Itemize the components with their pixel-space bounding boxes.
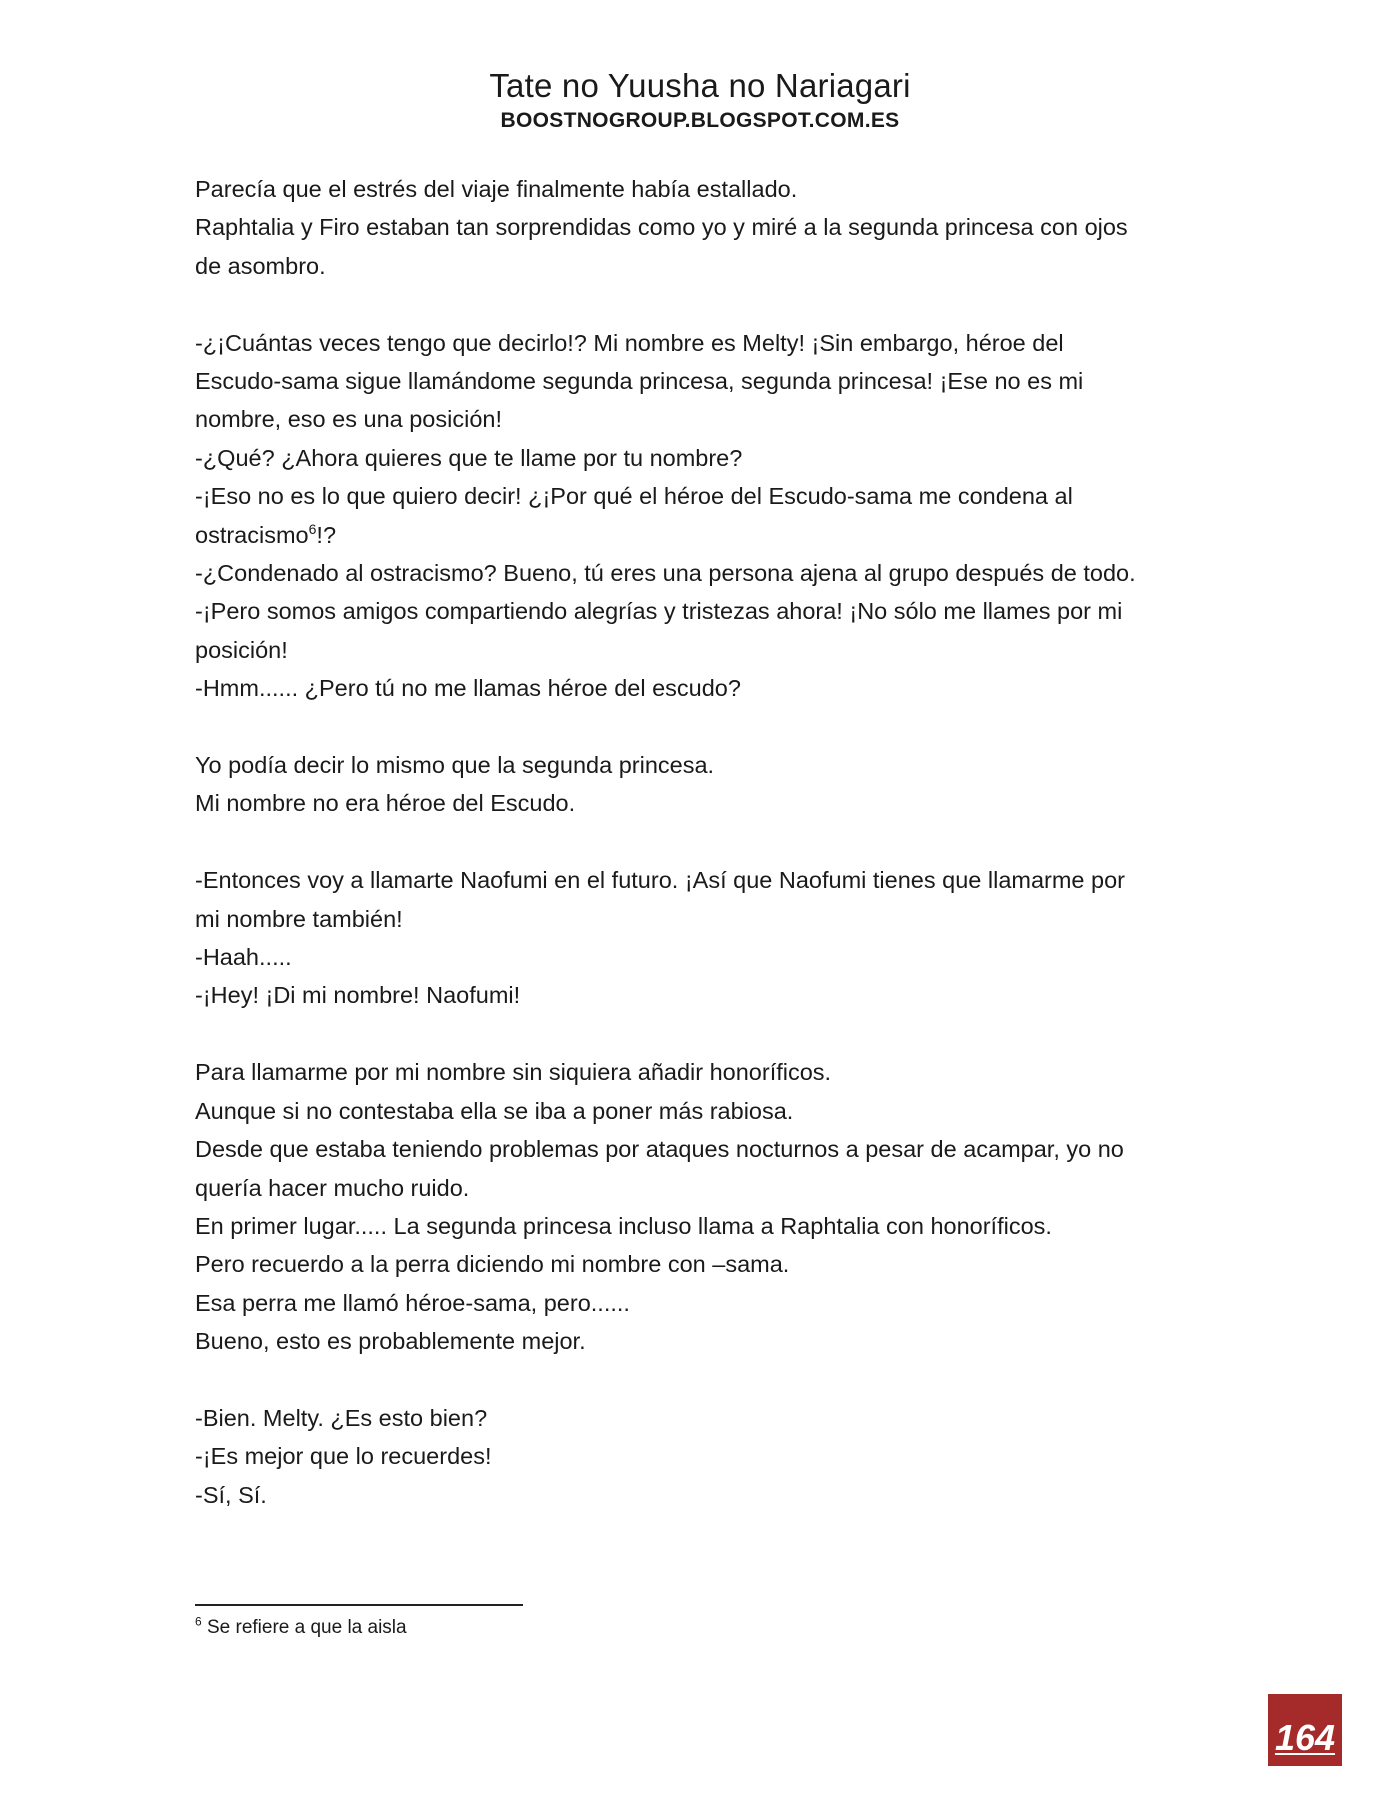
text-line: -Hmm...... ¿Pero tú no me llamas héroe del escudo? [195,675,741,702]
paragraph-group-2 [195,554,1225,1514]
blank-line [195,1015,1225,1053]
text-line: -¿Condenado al ostracismo? Bueno, tú eres una persona ajena al grupo después de todo. [195,560,1136,587]
text-line: Esa perra me llamó héroe-sama, pero...... [195,1289,630,1316]
footnote-divider [195,1604,523,1606]
text-line: -¿Qué? ¿Ahora quieres que te llame por tu nombre? [195,444,743,471]
page-header [0,66,1400,134]
text-line: posición! [195,636,288,663]
blank-line [195,823,1225,861]
text-line: -Entonces voy a llamarte Naofumi en el futuro. ¡Así que Naofumi tienes que llamarme por [195,867,1125,894]
text-line: -¡Eso no es lo que quiero decir! ¿¡Por qué el héroe del Escudo-sama me condena al [195,483,1073,510]
blank-line [195,708,1225,746]
text-line: -¡Hey! ¡Di mi nombre! Naofumi! [195,982,521,1009]
text-line: Aunque si no contestaba ella se iba a poner más rabiosa. [195,1097,794,1124]
text-line: -¡Pero somos amigos compartiendo alegrías y tristezas ahora! ¡No sólo me llames por mi [195,598,1123,625]
text-line: Bueno, esto es probablemente mejor. [195,1328,586,1355]
page-number: 164 [1274,1717,1336,1758]
footnote-reference: 6 [308,520,317,537]
page-number-badge [1268,1694,1342,1766]
text-line: nombre, eso es una posición! [195,406,502,433]
footnote-text: Se refiere a que la aisla [206,1617,407,1638]
blank-line [195,1361,1225,1399]
text-line: -Sí, Sí. [195,1481,267,1508]
text-line: Pero recuerdo a la perra diciendo mi nombre con –sama. [195,1251,790,1278]
footnote [195,1614,407,1642]
text-line: En primer lugar..... La segunda princesa incluso llama a Raphtalia con honoríficos. [195,1212,1052,1239]
text-line: mi nombre también! [195,905,403,932]
text-line: Desde que estaba teniendo problemas por ataques nocturnos a pesar de acampar, yo no [195,1136,1124,1163]
blank-line [195,285,1225,323]
book-title: Tate no Yuusha no Nariagari [489,67,911,104]
ostracism-text-end: !? [316,521,337,548]
body-text [195,170,1225,1514]
footnote-marker: 6 [195,1614,202,1629]
text-line: quería hacer mucho ruido. [195,1174,470,1201]
site-url: BOOSTNOGROUP.BLOGSPOT.COM.ES [500,109,900,132]
text-line: Mi nombre no era héroe del Escudo. [195,790,576,817]
text-line: -Bien. Melty. ¿Es esto bien? [195,1404,488,1431]
text-line: -¿¡Cuántas veces tengo que decirlo!? Mi nombre es Melty! ¡Sin embargo, héroe del [195,329,1064,356]
text-line: de asombro. [195,252,326,279]
text-line: Parecía que el estrés del viaje finalmente había estallado. [195,176,798,202]
text-line: -Haah..... [195,944,292,971]
text-line: -¡Es mejor que lo recuerdes! [195,1443,492,1470]
ostracism-text: ostracismo [195,521,309,548]
text-line: Escudo-sama sigue llamándome segunda princesa, segunda princesa! ¡Ese no es mi [195,368,1084,395]
text-line: Para llamarme por mi nombre sin siquiera añadir honoríficos. [195,1059,832,1086]
paragraph-group-1 [195,170,1225,516]
text-line: Raphtalia y Firo estaban tan sorprendidas como yo y miré a la segunda princesa con ojos [195,214,1128,241]
text-line-ostracism [195,516,1225,554]
text-line: Yo podía decir lo mismo que la segunda princesa. [195,752,715,779]
